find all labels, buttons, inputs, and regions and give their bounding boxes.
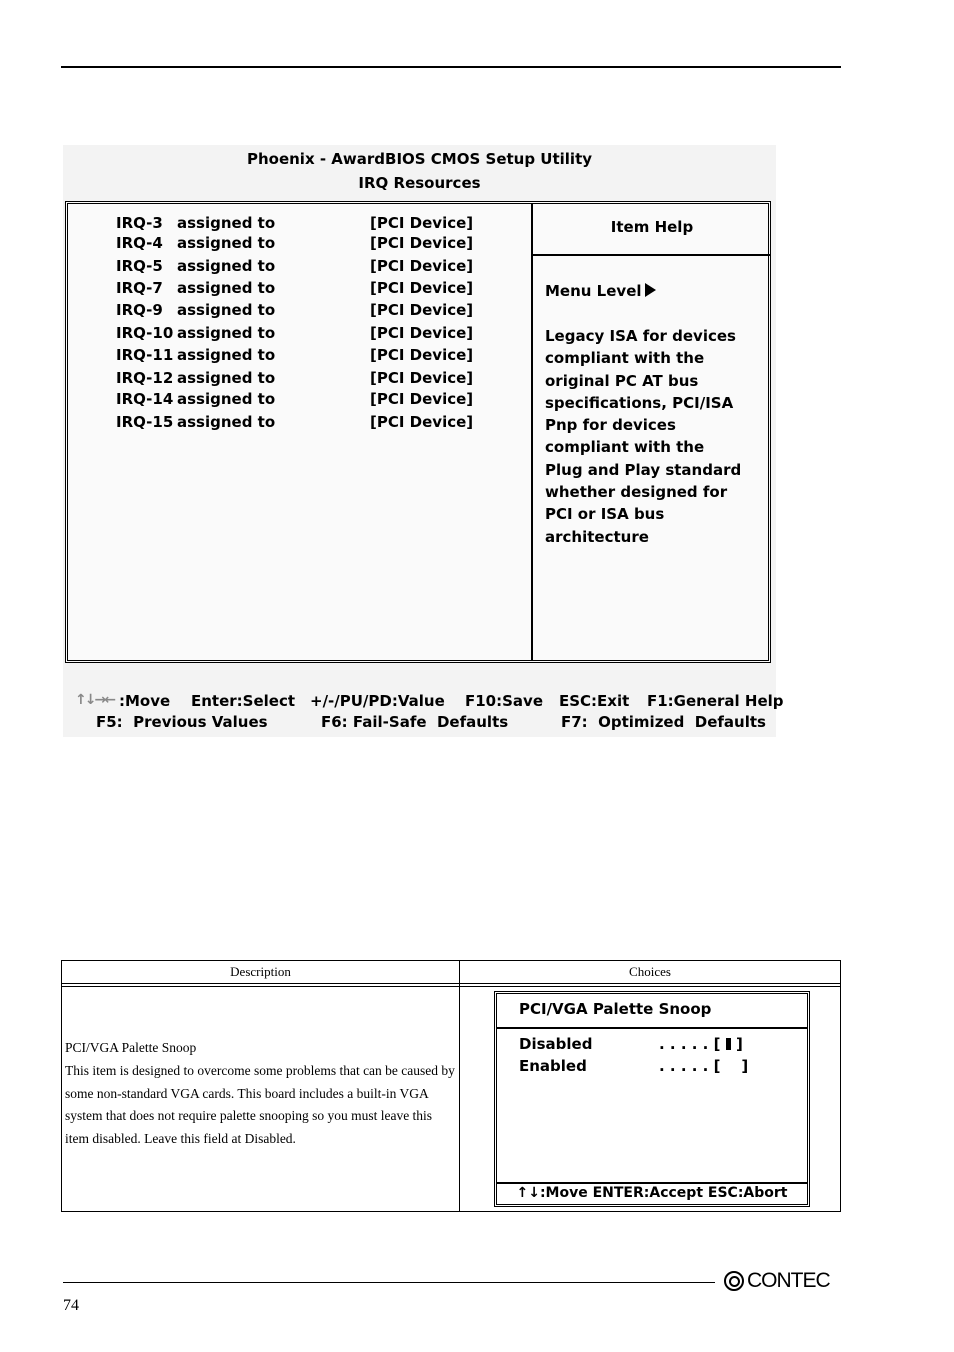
irq-value[interactable]: [PCI Device] xyxy=(370,279,474,297)
footer-value: +/-/PU/PD:Value xyxy=(310,692,445,710)
option-disabled-dots: . . . . . [ xyxy=(659,1035,721,1053)
item-help-title: Item Help xyxy=(610,218,694,236)
irq-row[interactable] xyxy=(116,344,275,366)
irq-name: IRQ-14 xyxy=(116,390,174,408)
popup-footer-separator xyxy=(497,1182,807,1184)
irq-row[interactable] xyxy=(116,411,275,433)
description-table xyxy=(61,960,841,1212)
irq-row[interactable] xyxy=(116,232,275,254)
irq-assign-label: assigned to xyxy=(177,279,276,297)
irq-name: IRQ-11 xyxy=(116,346,174,364)
item-title: PCI/VGA Palette Snoop xyxy=(65,1040,197,1055)
irq-row[interactable] xyxy=(116,277,275,299)
irq-assign-label: assigned to xyxy=(177,301,276,319)
irq-value[interactable]: [PCI Device] xyxy=(370,214,474,232)
footer-f5: F5: Previous Values xyxy=(96,713,268,731)
option-enabled-bracket: ] xyxy=(741,1057,749,1075)
irq-name: IRQ-10 xyxy=(116,324,174,342)
footer-enter: Enter:Select xyxy=(191,692,296,710)
footer-f7: F7: Optimized Defaults xyxy=(561,713,766,731)
bios-subtitle: IRQ Resources xyxy=(358,174,481,192)
top-rule xyxy=(61,66,841,68)
popup-title-separator xyxy=(497,1027,807,1029)
irq-name: IRQ-3 xyxy=(116,214,163,232)
irq-value[interactable]: [PCI Device] xyxy=(370,301,474,319)
arrow-keys-icon: ↑↓→← xyxy=(75,692,114,708)
selected-marker-icon xyxy=(726,1038,731,1050)
option-disabled-marker[interactable] xyxy=(659,1035,743,1053)
menu-level xyxy=(545,280,767,302)
brand-name: CONTEC xyxy=(747,1269,830,1292)
choices-popup xyxy=(494,991,810,1207)
brand-logo xyxy=(724,1269,830,1293)
option-disabled-label[interactable]: Disabled xyxy=(519,1035,593,1053)
irq-row[interactable] xyxy=(116,322,275,344)
irq-value[interactable]: [PCI Device] xyxy=(370,369,474,387)
irq-assign-label: assigned to xyxy=(177,390,276,408)
contec-logo-icon xyxy=(724,1271,744,1291)
option-enabled-label[interactable]: Enabled xyxy=(519,1057,587,1075)
item-help-text: Legacy ISA for devices compliant with the original PC AT bus specifications, PCI/ISA Pnp for devices compliant with the Plug and Play standard whether designed for PCI or ISA bus architecture xyxy=(545,327,742,546)
help-title-separator xyxy=(533,254,771,256)
irq-assign-label: assigned to xyxy=(177,324,276,342)
irq-name: IRQ-5 xyxy=(116,257,163,275)
option-enabled-dots: . . . . . [ xyxy=(659,1057,721,1075)
irq-row[interactable] xyxy=(116,299,275,321)
irq-value[interactable]: [PCI Device] xyxy=(370,257,474,275)
irq-name: IRQ-9 xyxy=(116,301,163,319)
table-column-divider xyxy=(459,961,460,1211)
popup-footer: ↑↓:Move ENTER:Accept ESC:Abort xyxy=(516,1185,788,1201)
irq-value[interactable]: [PCI Device] xyxy=(370,390,474,408)
table-header-rule xyxy=(62,983,840,984)
irq-row[interactable] xyxy=(116,367,275,389)
item-description: This item is designed to overcome some problems that can be caused by some non-standard VGA cards. This board includes a built-in VGA system that does not require palette snooping so you must leave this item disabled. Leave this field at Disabled. xyxy=(65,1062,455,1147)
irq-value[interactable]: [PCI Device] xyxy=(370,324,474,342)
irq-assign-label: assigned to xyxy=(177,346,276,364)
irq-value[interactable]: [PCI Device] xyxy=(370,234,474,252)
irq-name: IRQ-4 xyxy=(116,234,163,252)
bios-screenshot xyxy=(63,145,784,737)
footer-move: :Move xyxy=(119,692,171,710)
irq-row[interactable] xyxy=(116,255,275,277)
bios-title: Phoenix - AwardBIOS CMOS Setup Utility xyxy=(246,150,593,168)
column-header-choices: Choices xyxy=(629,964,671,979)
irq-value[interactable]: [PCI Device] xyxy=(370,413,474,431)
bios-panel-divider xyxy=(531,204,533,660)
footer-exit: ESC:Exit xyxy=(559,692,630,710)
triangle-right-icon xyxy=(645,283,656,297)
footer-rule xyxy=(63,1282,715,1283)
irq-row[interactable] xyxy=(116,212,275,234)
irq-assign-label: assigned to xyxy=(177,257,276,275)
irq-assign-label: assigned to xyxy=(177,413,276,431)
option-enabled-marker[interactable] xyxy=(659,1057,748,1075)
table-header-rule-double xyxy=(62,986,840,987)
irq-assign-label: assigned to xyxy=(177,214,276,232)
irq-name: IRQ-7 xyxy=(116,279,163,297)
irq-name: IRQ-12 xyxy=(116,369,174,387)
irq-value[interactable]: [PCI Device] xyxy=(370,346,474,364)
irq-row[interactable] xyxy=(116,388,275,410)
footer-save: F10:Save xyxy=(465,692,543,710)
bios-main-frame xyxy=(65,201,771,663)
footer-help: F1:General Help xyxy=(647,692,784,710)
popup-title: PCI/VGA Palette Snoop xyxy=(519,1000,712,1018)
irq-name: IRQ-15 xyxy=(116,413,174,431)
option-disabled-bracket: ] xyxy=(735,1035,743,1053)
column-header-description: Description xyxy=(230,964,291,979)
irq-assign-label: assigned to xyxy=(177,234,276,252)
page-number: 74 xyxy=(63,1297,79,1314)
footer-f6: F6: Fail-Safe Defaults xyxy=(321,713,509,731)
irq-assign-label: assigned to xyxy=(177,369,276,387)
description-cell xyxy=(65,1037,455,1151)
menu-level-label: Menu Level xyxy=(545,282,642,300)
